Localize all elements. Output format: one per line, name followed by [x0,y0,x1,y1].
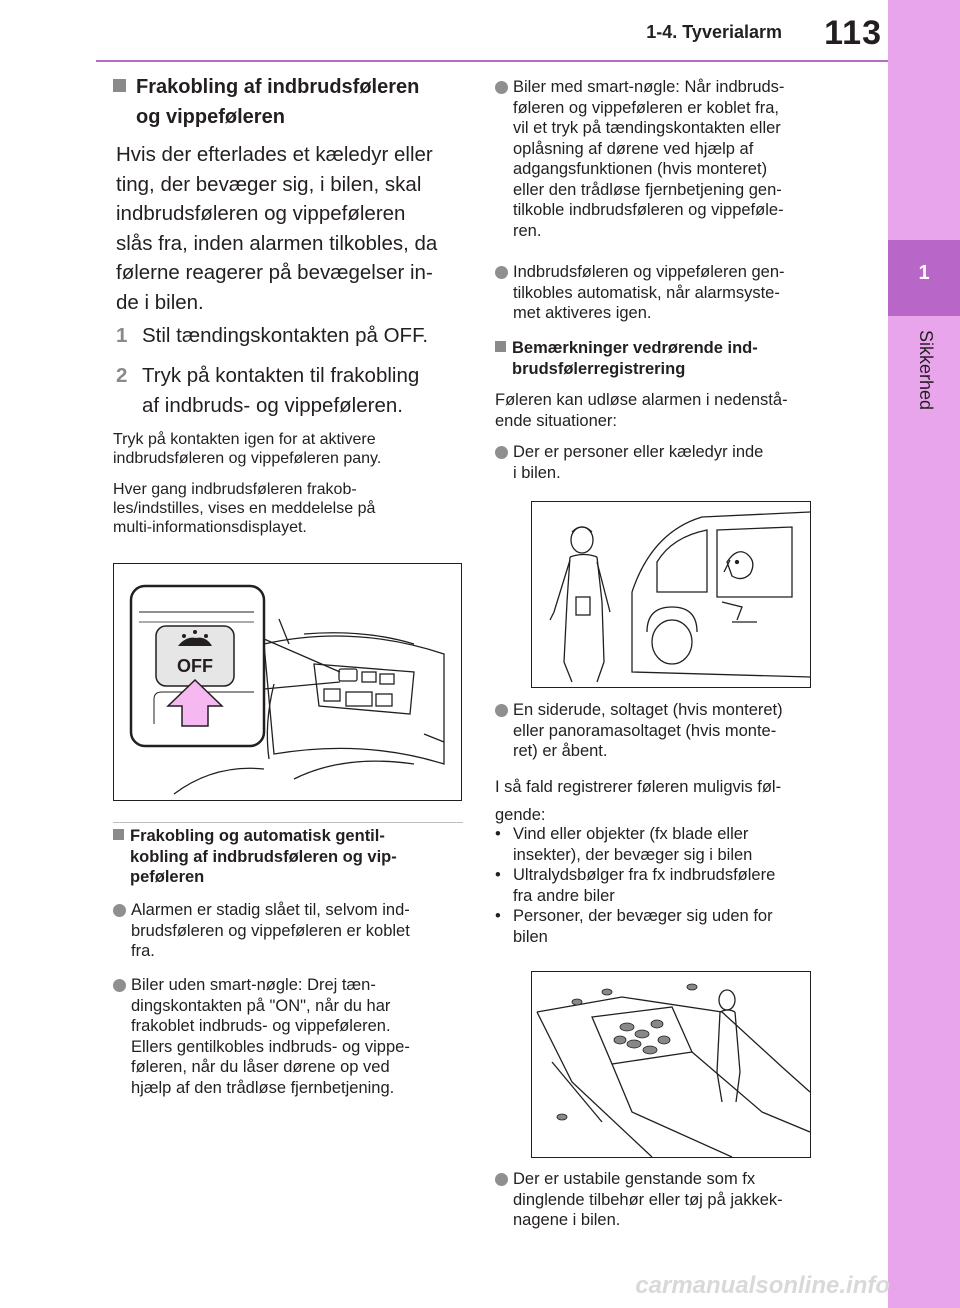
square-bullet-icon [113,829,124,840]
right-bullet-4: En siderude, soltaget (hvis monteret) eller panoramasoltaget (hvis monte- ret) er åbent. [495,700,855,762]
note-message: Hver gang indbrudsføleren frakob- les/indstilles, vises en meddelelse på multi-informationsdisplayet. [113,481,376,536]
page-number: 113 [824,14,882,52]
sunroof-drawing [532,972,810,1157]
right-paragraph-1: Føleren kan udløse alarmen i nedenstå- ende situationer: [495,391,788,430]
square-bullet-icon [113,79,126,92]
list-item: • Vind eller objekter (fx blade eller insekter), der bevæger sig i bilen [495,824,855,865]
square-bullet-icon [495,341,506,352]
right-heading: Bemærkninger vedrørende ind- brudsfølerregistrering [495,338,855,379]
round-bullet-icon [495,1173,508,1186]
detection-list [495,824,855,947]
right-bullet-5: Der er ustabile genstande som fx dinglende tilbehør eller tøj på jakkek- nagene i bilen. [495,1169,855,1231]
list-item: • Personer, der bevæger sig uden for bilen [495,906,855,947]
right-bullet-1: Biler med smart-nøgle: Når indbruds- føleren og vippeføleren er koblet fra, vil et tryk på tændingskontakten eller oplåsning af dørene ved hjælp af adgangsfunktionen (hvis monteret) eller den trådløse fjernbetjening gen- tilkoble indbrudsføleren og vippeføle- ren. [495,77,855,241]
header-rule [96,60,888,62]
round-bullet-icon [113,979,126,992]
step-number: 2 [116,364,128,387]
console-drawing [114,564,461,800]
step-1: 1 Stil tændingskontakten på OFF. [116,321,476,351]
person-pet-drawing [532,502,810,687]
right-bullet-2: Indbrudsføleren og vippeføleren gen- tilkobles automatisk, når alarmsyste- met aktiveres igen. [495,262,855,324]
watermark[interactable]: carmanualsonline.info [635,1272,890,1299]
round-bullet-icon [113,904,126,917]
intro-paragraph: Hvis der efterlades et kæledyr eller ting, der bevæger sig, i bilen, skal indbrudsføleren og vippeføleren slås fra, inden alarmen tilkobles, da følerne reagerer på bevægelser in- de i bilen. [116,143,438,314]
right-paragraph-2: I så fald registrerer føleren muligvis føl- gende: [495,778,782,824]
round-bullet-icon [495,266,508,279]
person-and-pet-illustration [531,501,811,688]
left-heading-2: Frakobling og automatisk gentil- kobling af indbrudsføleren og vip- peføleren [113,826,468,888]
round-bullet-icon [495,446,508,459]
section-divider [113,822,463,823]
off-switch-label: OFF [177,656,213,676]
left-heading-1: Frakobling af indbrudsføleren og vippeføleren [113,72,473,132]
round-bullet-icon [495,704,508,717]
note-reactivate: Tryk på kontakten igen for at aktivere indbrudsføleren og vippeføleren pany. [113,431,382,467]
overhead-console-illustration [113,563,462,801]
section-title: 1-4. Tyverialarm [646,22,782,42]
step-2: 2 Tryk på kontakten til frakobling af indbruds- og vippeføleren. [116,361,476,421]
chapter-title: Sikkerhed [916,330,936,411]
side-tab-background [888,0,960,1308]
sunroof-leaves-illustration [531,971,811,1158]
left-bullet-2: Biler uden smart-nøgle: Drej tæn- dingskontakten på "ON", når du har frakoblet indbruds- og vippeføleren. Ellers gentilkobles indbruds- og vippe- føleren, når du låser dørene op ved hjælp af den trådløse fjernbetjening. [113,975,473,1098]
chapter-number: 1 [918,262,930,284]
list-item: • Ultralydsbølger fra fx indbrudsfølere fra andre biler [495,865,855,906]
step-number: 1 [116,324,128,347]
chapter-title-tab[interactable] [912,330,942,430]
round-bullet-icon [495,81,508,94]
right-bullet-3: Der er personer eller kæledyr inde i bilen. [495,442,855,483]
left-bullet-1: Alarmen er stadig slået til, selvom ind- brudsføleren og vippeføleren er koblet fra. [113,900,473,962]
